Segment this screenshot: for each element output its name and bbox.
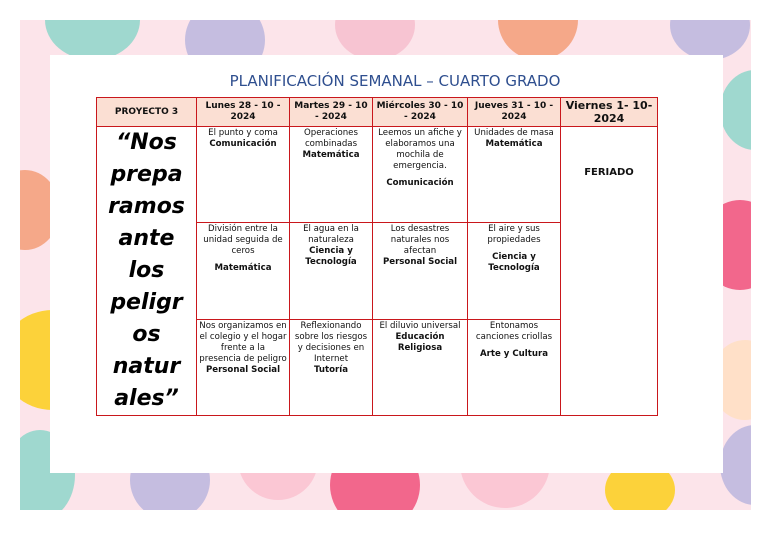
activity-text: Nos organizamos en el colegio y el hogar frente a la presencia de peligro (199, 320, 287, 364)
decor-dot (498, 20, 578, 60)
subject-label: Educación Religiosa (395, 331, 445, 353)
activity-cell (197, 127, 290, 223)
activity-cell (468, 127, 561, 223)
activity-text: El diluvio universal (379, 320, 461, 331)
activity-text: Unidades de masa (474, 128, 554, 138)
activity-text: Leemos un afiche y elaboramos una mochila de emergencia. (378, 128, 462, 171)
subject-label: Matemática (302, 150, 360, 160)
activity-text: Reflexionando sobre los riesgos y decisiones en Internet (294, 320, 368, 364)
activity-cell (197, 319, 290, 415)
project-cell (97, 127, 197, 416)
activity-text: El punto y coma (208, 128, 278, 138)
activity-text: El aire y sus propiedades (487, 224, 541, 246)
activity-text: División entre la unidad seguida de ceros (203, 224, 283, 257)
subject-label: Ciencia y Tecnología (488, 252, 540, 274)
decor-dot (335, 20, 415, 60)
activity-text: El agua en la naturaleza (303, 224, 359, 246)
subject-label: Arte y Cultura (479, 348, 549, 359)
subject-label: Matemática (214, 263, 272, 274)
activity-cell (290, 223, 373, 319)
header-row (97, 98, 658, 127)
activity-cell (373, 223, 468, 319)
activity-cell (373, 127, 468, 223)
day-header: Miércoles 30 - 10 - 2024 (373, 98, 468, 127)
day-header: Lunes 28 - 10 - 2024 (197, 98, 290, 127)
decor-dot (720, 425, 751, 505)
activity-cell (468, 223, 561, 319)
subject-label: Ciencia y Tecnología (305, 246, 357, 268)
activity-text: Los desastres naturales nos afectan (390, 224, 450, 257)
day-header: Martes 29 - 10 - 2024 (290, 98, 373, 127)
activity-cell (290, 319, 373, 415)
subject-label: Comunicación (386, 178, 454, 188)
subject-label: Personal Social (382, 257, 458, 268)
decor-dot (720, 70, 751, 150)
decor-dot (45, 20, 140, 60)
activity-text: Entonamos canciones criollas (475, 320, 553, 342)
day-header: Jueves 31 - 10 - 2024 (468, 98, 561, 127)
project-header: PROYECTO 3 (97, 98, 197, 127)
activity-text: Operaciones combinadas (304, 128, 358, 149)
subject-label: Matemática (485, 139, 543, 149)
activity-cell (468, 319, 561, 415)
project-title: “Nos prepa ramos ante los peligr os natur ales” (108, 130, 185, 411)
day-header: Viernes 1- 10- 2024 (561, 98, 658, 127)
subject-label: Personal Social (205, 364, 281, 375)
subject-label: Tutoría (313, 364, 349, 375)
holiday-cell: FERIADO (561, 127, 658, 416)
activity-cell (290, 127, 373, 223)
activity-cell (197, 223, 290, 319)
subject-label: Comunicación (209, 139, 277, 149)
page-title: PLANIFICACIÓN SEMANAL – CUARTO GRADO (229, 72, 561, 90)
activity-cell (373, 319, 468, 415)
table-row (97, 127, 658, 223)
decor-dot (670, 20, 750, 60)
weekly-plan-table (96, 97, 658, 416)
